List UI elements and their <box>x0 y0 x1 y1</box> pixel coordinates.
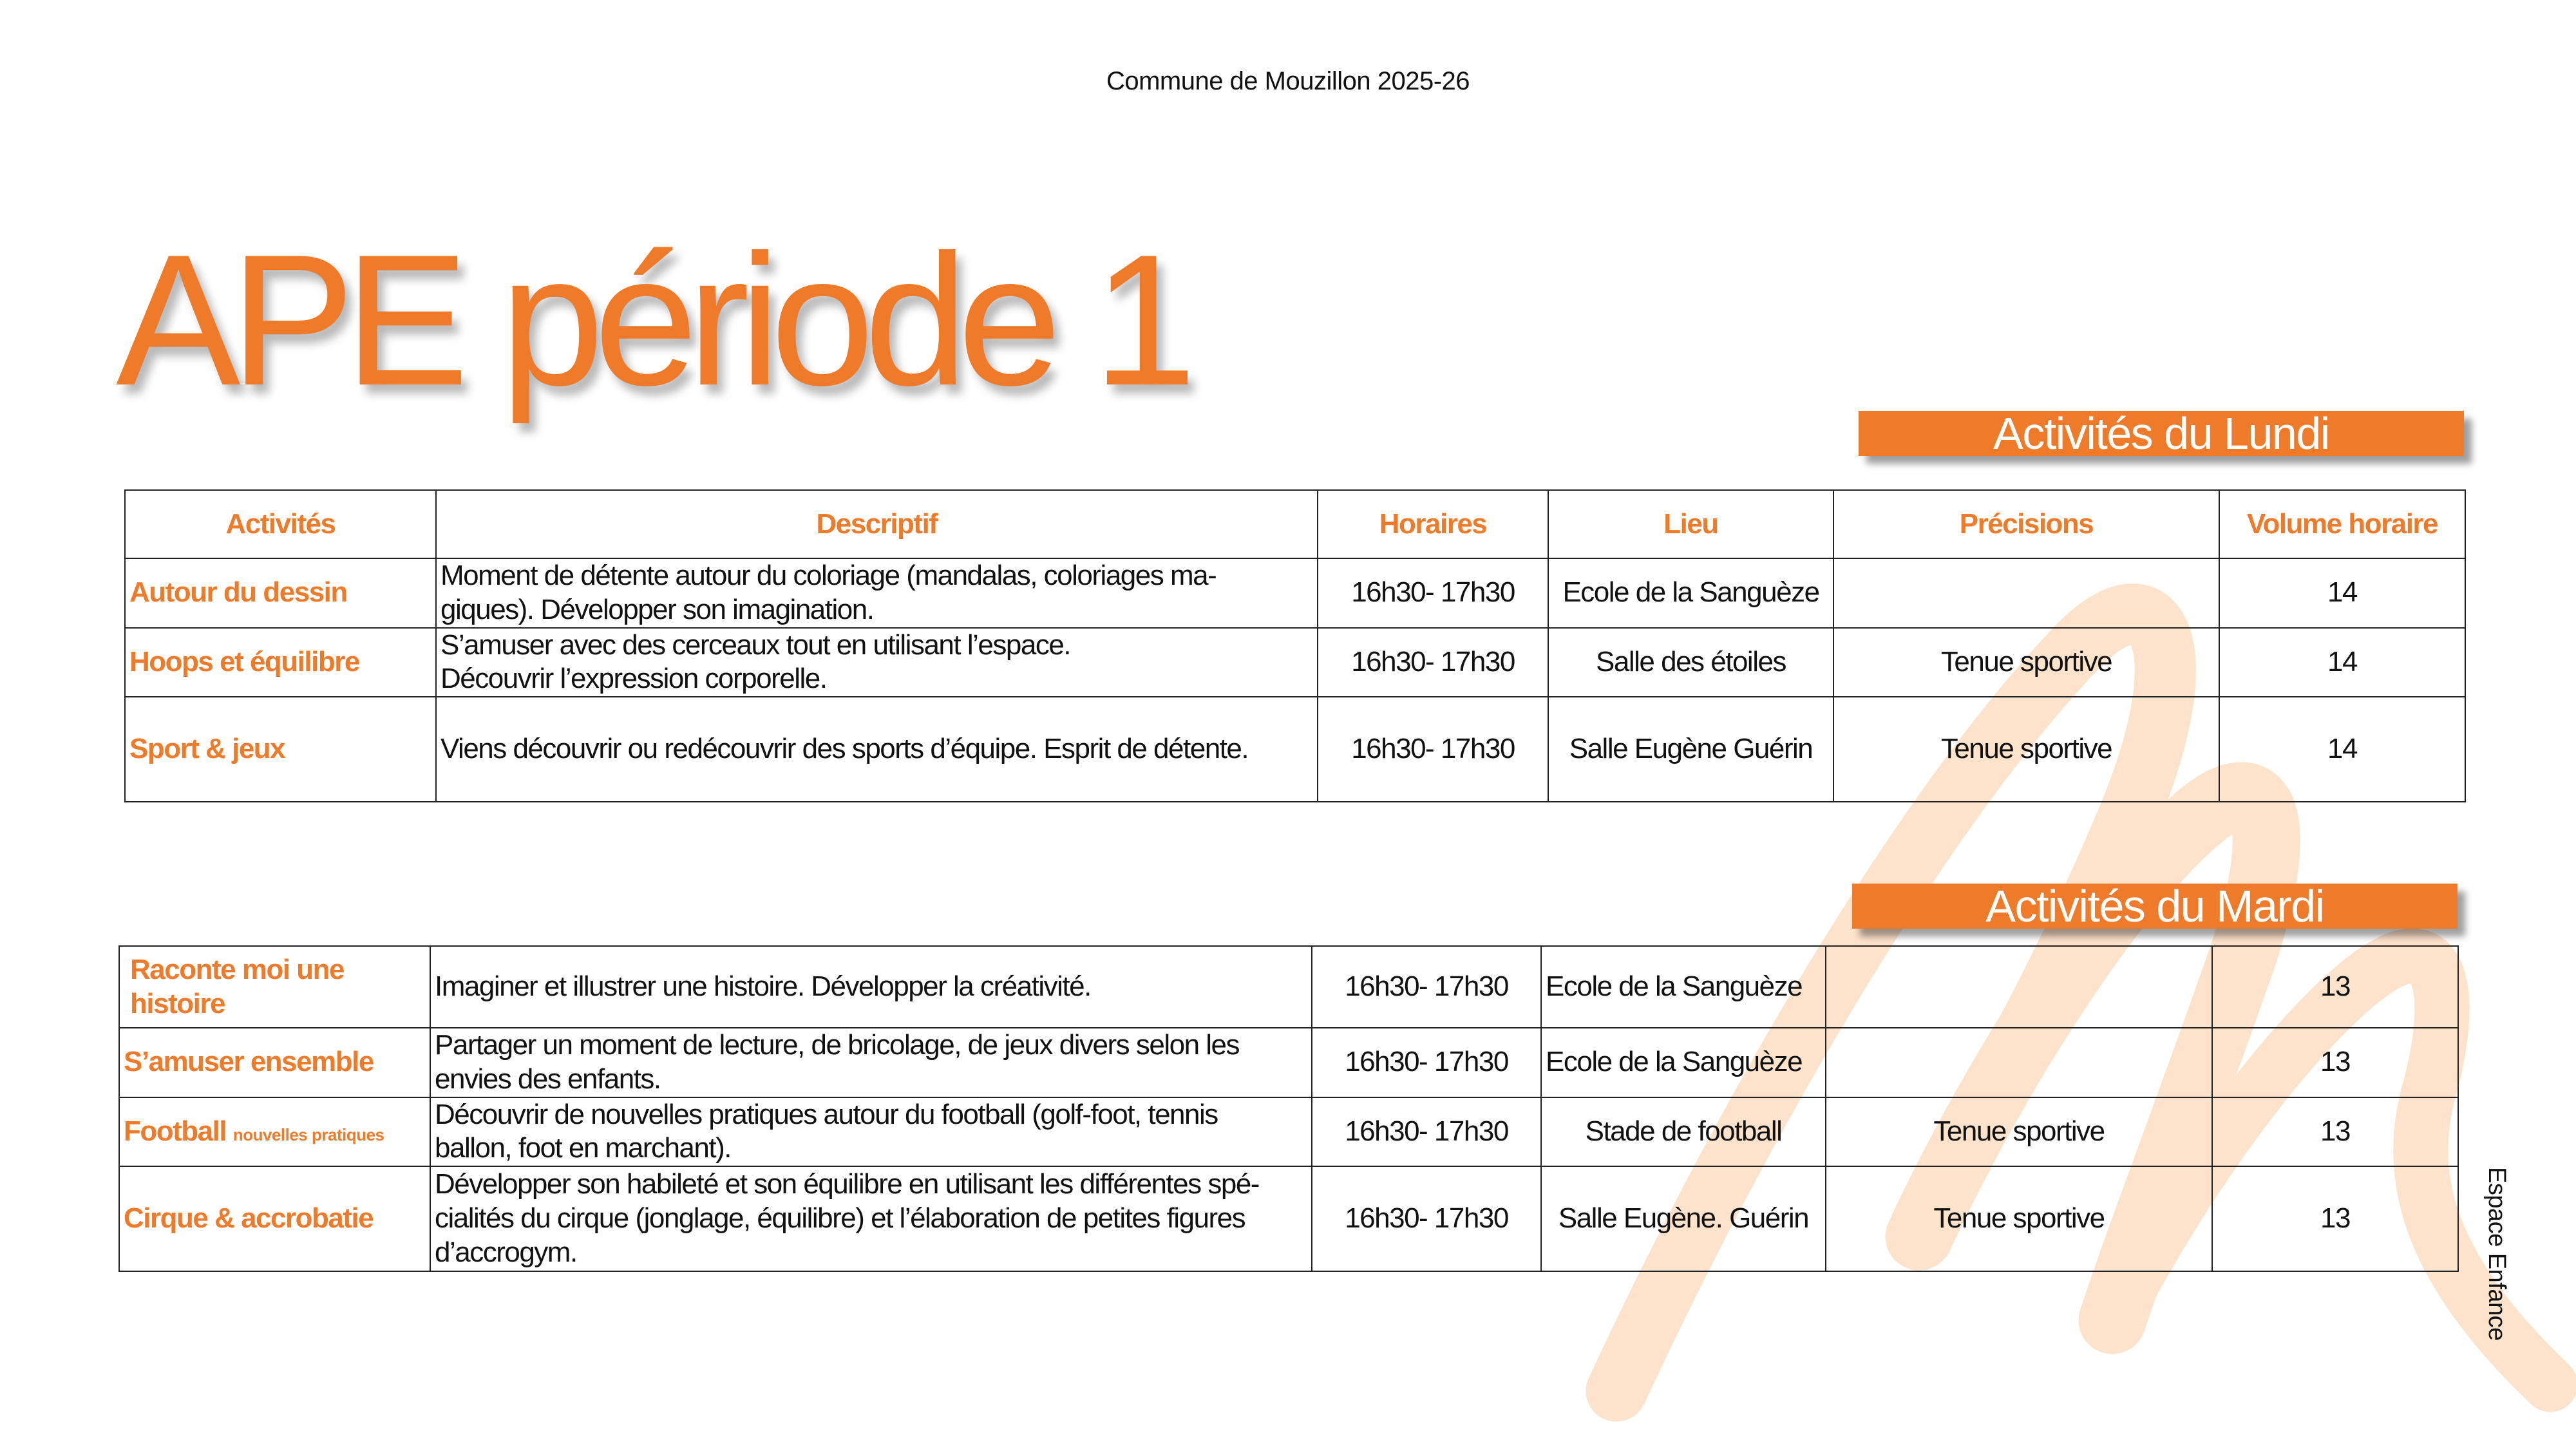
table-row <box>125 697 2465 802</box>
activity-details: Tenue sportive <box>1833 628 2219 697</box>
activity-schedule: 16h30- 17h30 <box>1312 1166 1541 1271</box>
banner-lundi: Activités du Lundi <box>1859 411 2464 456</box>
activity-hours-volume: 13 <box>2212 1166 2458 1271</box>
table-row <box>119 946 2458 1028</box>
table-row <box>119 1028 2458 1097</box>
activity-name-text: Football <box>124 1115 227 1147</box>
activity-location: Stade de football <box>1541 1097 1826 1167</box>
activity-name: Raconte moi une histoire <box>119 946 430 1028</box>
page-title: APE période 1 <box>116 216 1187 424</box>
activity-details <box>1833 558 2219 628</box>
activity-details: Tenue sportive <box>1826 1097 2212 1167</box>
commune-header: Commune de Mouzillon 2025-26 <box>1106 67 1470 95</box>
activity-name: Hoops et équilibre <box>125 628 436 697</box>
column-header: Volume horaire <box>2219 490 2465 558</box>
table-row <box>119 1097 2458 1167</box>
activity-details: Tenue sportive <box>1826 1166 2212 1271</box>
activity-schedule: 16h30- 17h30 <box>1312 1097 1541 1167</box>
column-header: Horaires <box>1318 490 1548 558</box>
activity-hours-volume: 14 <box>2219 697 2465 802</box>
activity-details: Tenue sportive <box>1833 697 2219 802</box>
activity-location: Ecole de la Sanguèze <box>1541 1028 1826 1097</box>
activity-hours-volume: 14 <box>2219 558 2465 628</box>
column-header: Descriptif <box>436 490 1318 558</box>
activity-description: Imaginer et illustrer une histoire. Développer la créativité. <box>430 946 1312 1028</box>
activity-hours-volume: 13 <box>2212 1097 2458 1167</box>
activity-name: Cirque & accrobatie <box>119 1166 430 1271</box>
banner-mardi: Activités du Mardi <box>1852 884 2458 929</box>
header-row <box>125 490 2465 558</box>
activity-schedule: 16h30- 17h30 <box>1318 697 1548 802</box>
column-header: Lieu <box>1548 490 1833 558</box>
activity-description: Développer son habileté et son équilibre en utilisant les différentes spé- cialités du cirque (jonglage, équilibre) et l’élaboration de petites figures d’accrogym. <box>430 1166 1312 1271</box>
column-header: Précisions <box>1833 490 2219 558</box>
activity-name: Sport & jeux <box>125 697 436 802</box>
side-label: Espace Enfance <box>2483 1167 2510 1341</box>
activity-details <box>1826 946 2212 1028</box>
activity-location: Ecole de la Sanguèze <box>1548 558 1833 628</box>
activity-location: Ecole de la Sanguèze <box>1541 946 1826 1028</box>
activity-description: Viens découvrir ou redécouvrir des sports d’équipe. Esprit de détente. <box>436 697 1318 802</box>
activity-hours-volume: 13 <box>2212 946 2458 1028</box>
activity-schedule: 16h30- 17h30 <box>1312 946 1541 1028</box>
table-row <box>119 1166 2458 1271</box>
activity-description: Moment de détente autour du coloriage (mandalas, coloriages ma- giques). Développer son imagination. <box>436 558 1318 628</box>
activity-description: Partager un moment de lecture, de bricolage, de jeux divers selon les envies des enfants. <box>430 1028 1312 1097</box>
activity-location: Salle Eugène Guérin <box>1548 697 1833 802</box>
activity-hours-volume: 14 <box>2219 628 2465 697</box>
activity-description: S’amuser avec des cerceaux tout en utilisant l’espace. Découvrir l’expression corporelle. <box>436 628 1318 697</box>
activity-location: Salle Eugène. Guérin <box>1541 1166 1826 1271</box>
activity-schedule: 16h30- 17h30 <box>1318 628 1548 697</box>
activity-schedule: 16h30- 17h30 <box>1318 558 1548 628</box>
mardi-activities-table <box>118 945 2459 1272</box>
activity-hours-volume: 13 <box>2212 1028 2458 1097</box>
activity-details <box>1826 1028 2212 1097</box>
activity-name-note: nouvelles pratiques <box>232 1124 384 1144</box>
activity-name <box>119 1097 430 1167</box>
column-header: Activités <box>125 490 436 558</box>
activity-name: S’amuser ensemble <box>119 1028 430 1097</box>
activity-name: Autour du dessin <box>125 558 436 628</box>
activity-description: Découvrir de nouvelles pratiques autour du football (golf-foot, tennis ballon, foot en marchant). <box>430 1097 1312 1167</box>
activity-location: Salle des étoiles <box>1548 628 1833 697</box>
table-row <box>125 628 2465 697</box>
lundi-activities-table <box>124 489 2466 802</box>
table-row <box>125 558 2465 628</box>
activity-schedule: 16h30- 17h30 <box>1312 1028 1541 1097</box>
